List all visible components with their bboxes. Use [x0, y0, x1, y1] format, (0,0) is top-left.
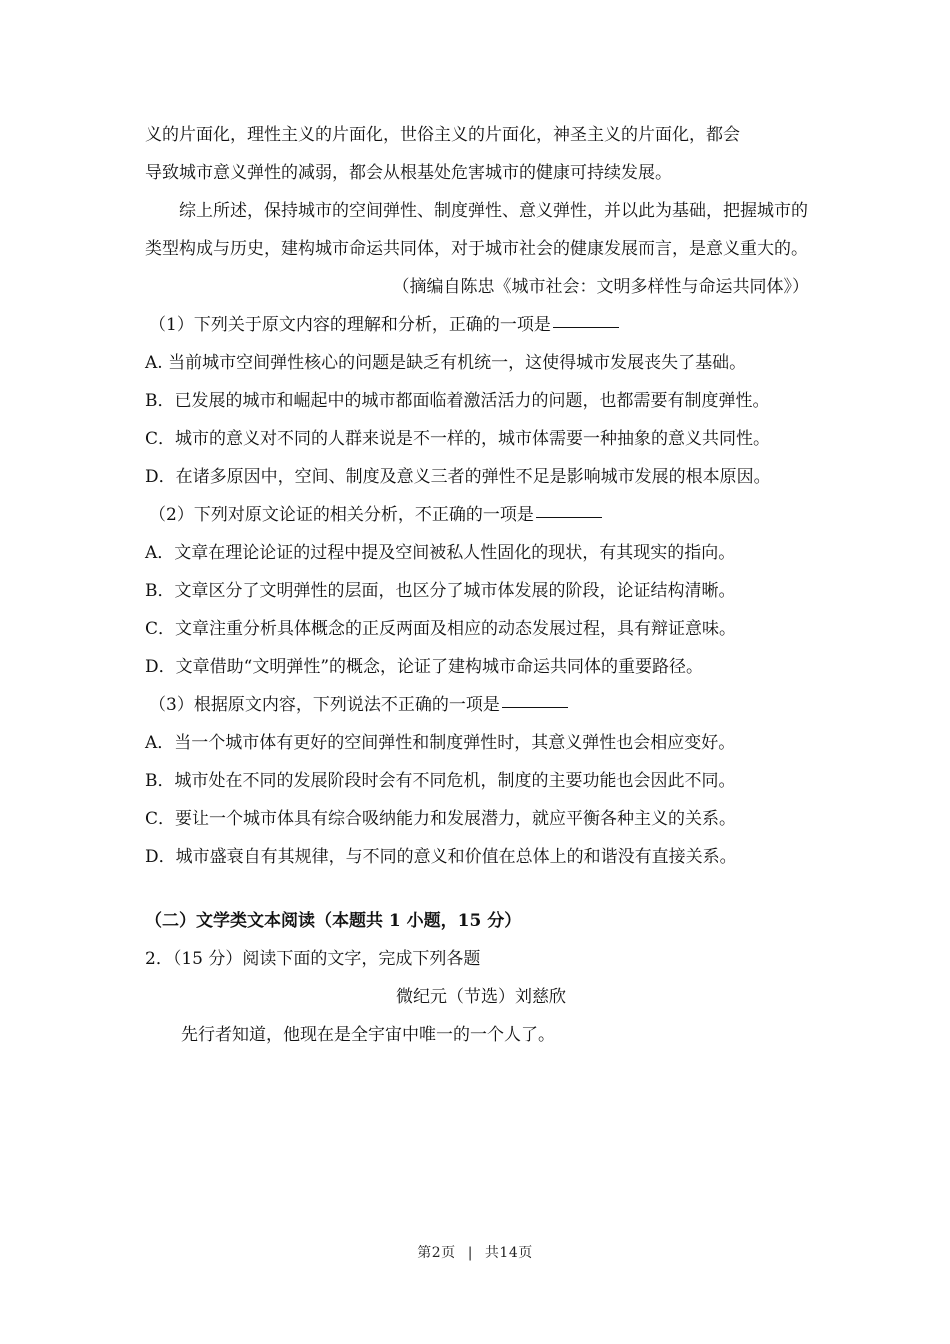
question-stem-2: （2）下列对原文论证的相关分析，不正确的一项是	[145, 496, 817, 534]
question-stem-1: （1）下列关于原文内容的理解和分析，正确的一项是	[145, 306, 817, 344]
option-c: C．要让一个城市体具有综合吸纳能力和发展潜力，就应平衡各种主义的关系。	[145, 809, 737, 829]
paragraph-line: 义的片面化，理性主义的片面化，世俗主义的片面化，神圣主义的片面化，都会	[145, 125, 740, 145]
option-a: A. 当前城市空间弹性核心的问题是缺乏有机统一，这使得城市发展丧失了基础。	[145, 353, 747, 373]
option-a: A．文章在理论论证的过程中提及空间被私人性固化的现状，有其现实的指向。	[145, 543, 736, 563]
page-total: 共14页	[484, 1245, 533, 1261]
section-heading: （二）文学类文本阅读（本题共 1 小题，15 分）	[145, 911, 522, 931]
option-d: D．文章借助“文明弹性”的概念，论证了建构城市命运共同体的重要路径。	[145, 657, 704, 677]
summary-paragraph: 综上所述，保持城市的空间弹性、制度弹性、意义弹性，并以此为基础，把握城市的类型构成与历史，建构城市命运共同体，对于城市社会的健康发展而言，是意义重大的。	[145, 201, 808, 259]
answer-blank	[502, 706, 568, 708]
footer-separator: |	[467, 1245, 473, 1261]
story-title: 微纪元（节选）刘慈欣	[396, 987, 566, 1007]
paragraph-line: 导致城市意义弹性的减弱，都会从根基处危害城市的健康可持续发展。	[145, 163, 672, 183]
story-first-line: 先行者知道，他现在是全宇宙中唯一的一个人了。	[181, 1025, 555, 1045]
answer-blank	[536, 516, 602, 518]
option-b: B．文章区分了文明弹性的层面，也区分了城市体发展的阶段，论证结构清晰。	[145, 581, 736, 601]
question-item-2: 2．（15 分）阅读下面的文字，完成下列各题	[145, 949, 481, 969]
answer-blank	[553, 326, 619, 328]
option-b: B．已发展的城市和崛起中的城市都面临着激活活力的问题，也都需要有制度弹性。	[145, 391, 770, 411]
source-citation: （摘编自陈忠《城市社会：文明多样性与命运共同体》）	[392, 277, 809, 297]
option-d: D．在诸多原因中，空间、制度及意义三者的弹性不足是影响城市发展的根本原因。	[145, 467, 771, 487]
page-footer	[0, 1242, 950, 1262]
option-b: B．城市处在不同的发展阶段时会有不同危机，制度的主要功能也会因此不同。	[145, 771, 736, 791]
option-d: D．城市盛衰自有其规律，与不同的意义和价值在总体上的和谐没有直接关系。	[145, 847, 737, 867]
option-a: A．当一个城市体有更好的空间弹性和制度弹性时，其意义弹性也会相应变好。	[145, 733, 736, 753]
option-c: C．城市的意义对不同的人群来说是不一样的，城市体需要一种抽象的意义共同性。	[145, 429, 771, 449]
option-c: C．文章注重分析具体概念的正反两面及相应的动态发展过程，具有辩证意味。	[145, 619, 737, 639]
page-number: 第2页	[417, 1245, 456, 1261]
question-stem-3: （3）根据原文内容，下列说法不正确的一项是	[145, 686, 817, 724]
page-content	[145, 116, 817, 1054]
